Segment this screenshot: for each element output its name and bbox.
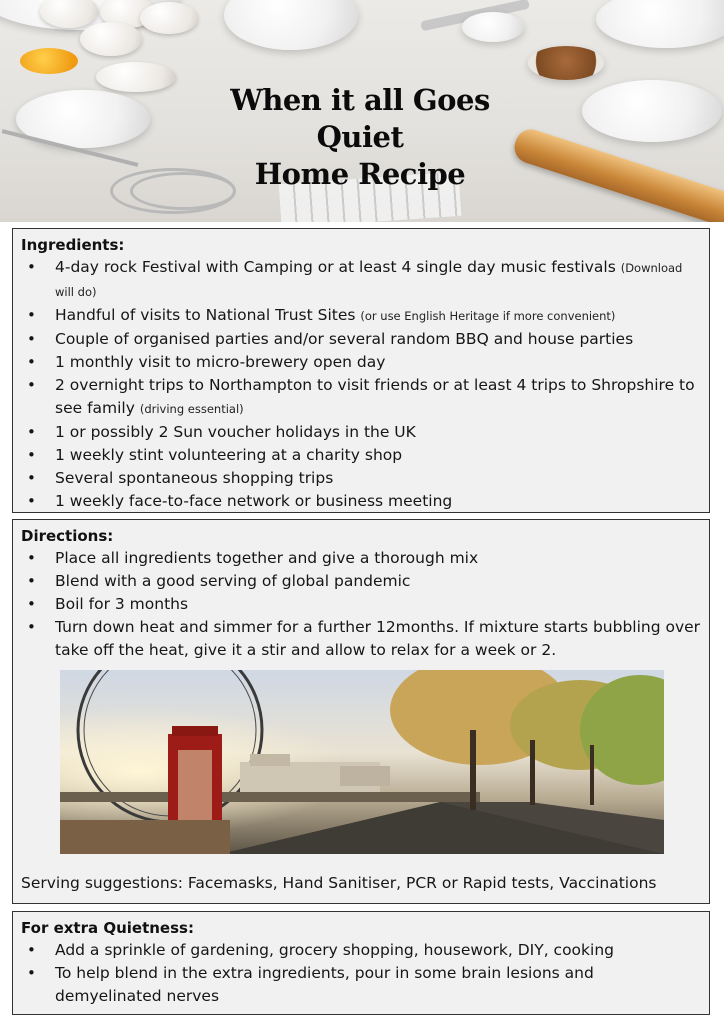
list-item: • Handful of visits to National Trust Sites (or use English Heritage if more convenient) bbox=[21, 304, 701, 328]
list-item: • Blend with a good serving of global pandemic bbox=[21, 570, 701, 593]
title-line-2: Home Recipe bbox=[254, 157, 466, 191]
list-item: • To help blend in the extra ingredients, pour in some brain lesions and demyelinated nerves bbox=[21, 962, 701, 1008]
list-item: • Several spontaneous shopping trips bbox=[21, 467, 701, 490]
list-item: • 1 weekly stint volunteering at a charity shop bbox=[21, 444, 701, 467]
list-item: • 1 monthly visit to micro-brewery open day bbox=[21, 351, 701, 374]
extra-list bbox=[21, 939, 701, 1008]
extra-heading: For extra Quietness: bbox=[21, 919, 194, 937]
list-item: • 1 weekly face-to-face network or business meeting bbox=[21, 490, 701, 513]
page-title bbox=[200, 82, 520, 193]
header-banner bbox=[0, 0, 724, 222]
london-embankment-photo bbox=[60, 670, 664, 854]
list-item: • 4-day rock Festival with Camping or at least 4 single day music festivals (Download will do) bbox=[21, 256, 701, 304]
list-item: • 1 or possibly 2 Sun voucher holidays in the UK bbox=[21, 421, 701, 444]
title-line-1: When it all Goes Quiet bbox=[230, 83, 490, 154]
list-item: • Boil for 3 months bbox=[21, 593, 701, 616]
ingredients-section bbox=[12, 228, 710, 513]
list-item: • Add a sprinkle of gardening, grocery shopping, housework, DIY, cooking bbox=[21, 939, 701, 962]
list-item: • 2 overnight trips to Northampton to visit friends or at least 4 trips to Shropshire to see family (driving essential) bbox=[21, 374, 701, 421]
ingredients-list bbox=[21, 256, 701, 513]
list-item: • Turn down heat and simmer for a further 12months. If mixture starts bubbling over take off the heat, give it a stir and allow to relax for a week or 2. bbox=[21, 616, 701, 662]
ingredients-heading: Ingredients: bbox=[21, 236, 125, 254]
serving-suggestions: Serving suggestions: Facemasks, Hand Sanitiser, PCR or Rapid tests, Vaccinations bbox=[21, 874, 657, 892]
directions-list bbox=[21, 547, 701, 662]
list-item: • Couple of organised parties and/or several random BBQ and house parties bbox=[21, 328, 701, 351]
directions-section bbox=[12, 519, 710, 904]
directions-heading: Directions: bbox=[21, 527, 114, 545]
extra-quietness-section bbox=[12, 911, 710, 1015]
list-item: • Place all ingredients together and give a thorough mix bbox=[21, 547, 701, 570]
